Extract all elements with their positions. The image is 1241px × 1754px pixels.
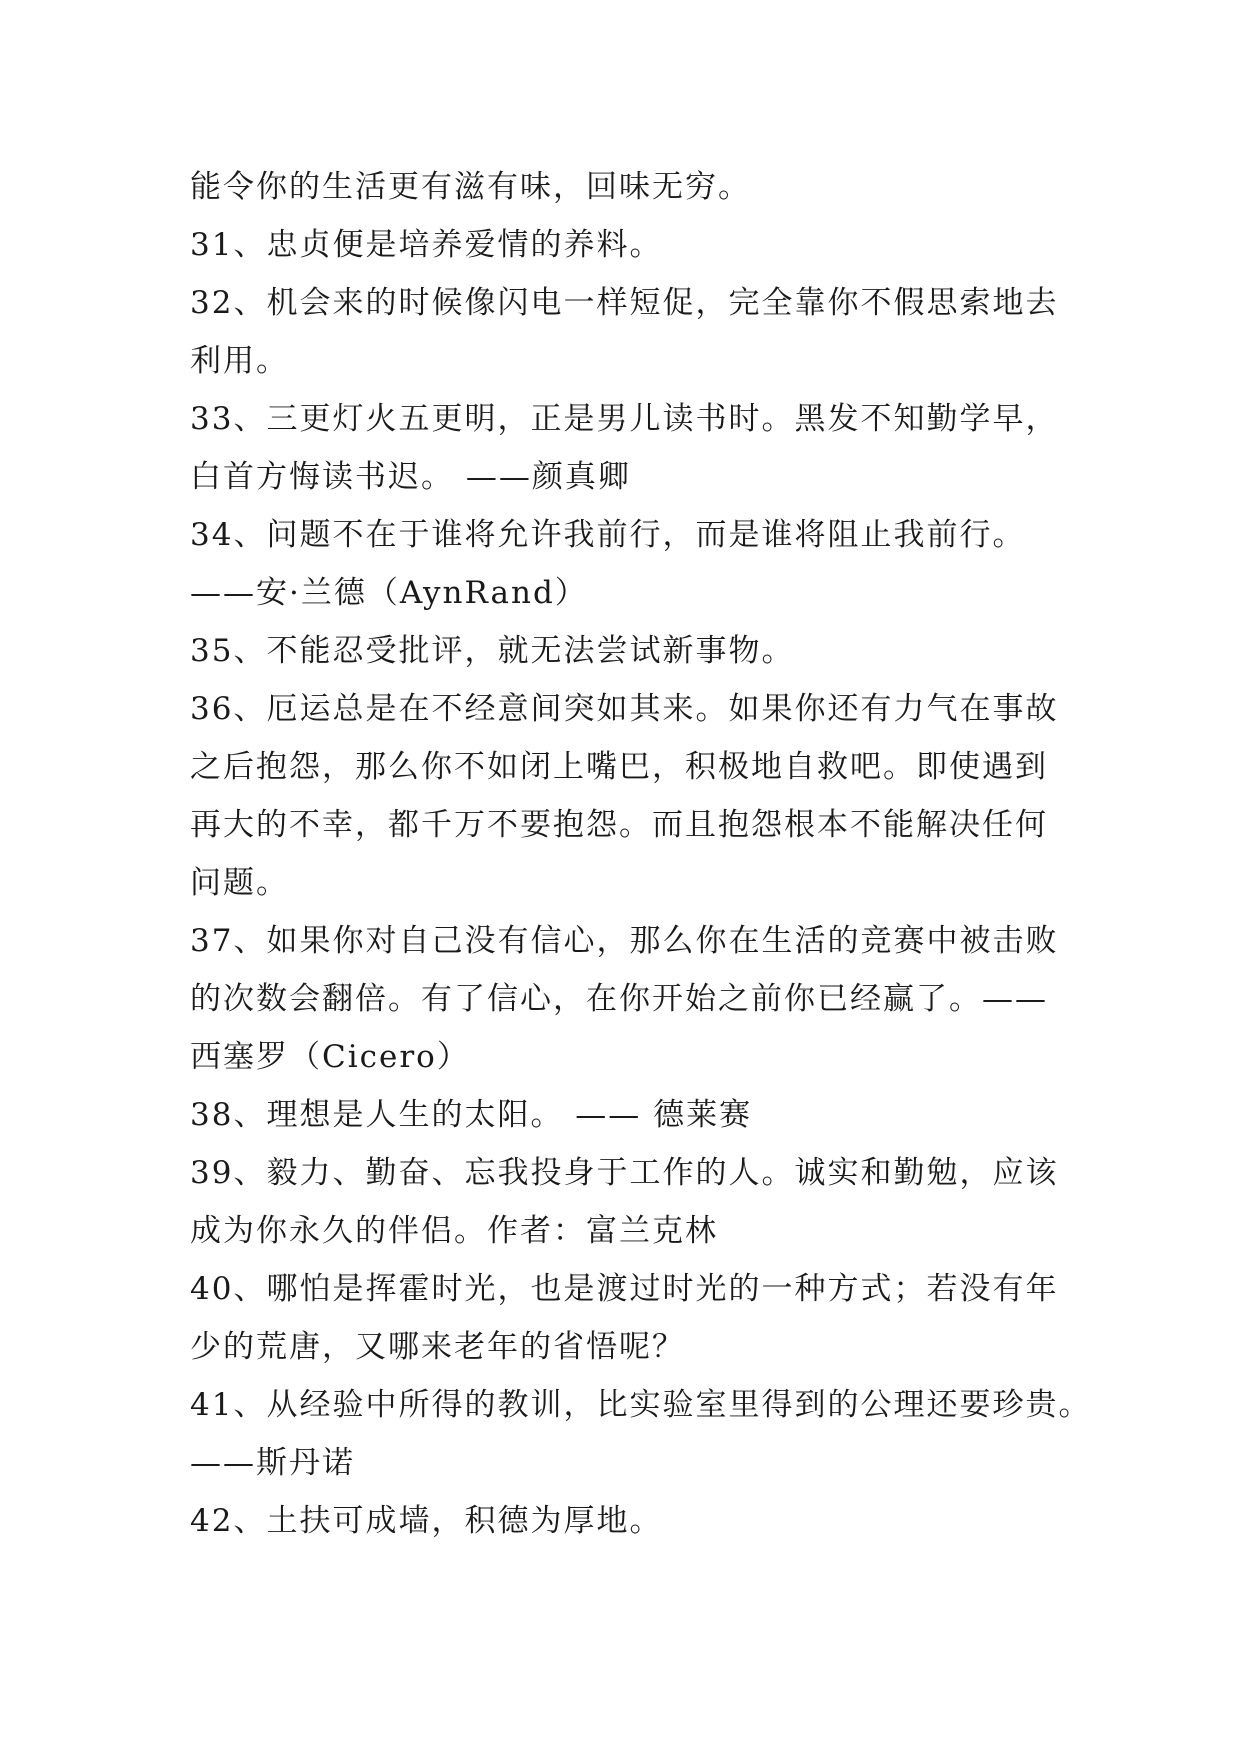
text-line: 36、厄运总是在不经意间突如其来。如果你还有力气在事故 — [190, 691, 1059, 727]
text-line: 能令你的生活更有滋有味，回味无穷。 — [190, 169, 751, 205]
text-line: 问题。 — [190, 865, 289, 901]
text-line: 的次数会翻倍。有了信心，在你开始之前你已经赢了。—— — [190, 981, 1048, 1017]
text-line: 白首方悔读书迟。 ——颜真卿 — [190, 459, 631, 495]
text-line: 33、三更灯火五更明，正是男儿读书时。黑发不知勤学早， — [190, 401, 1059, 437]
text-line: 再大的不幸，都千万不要抱怨。而且抱怨根本不能解决任何 — [190, 807, 1048, 843]
text-line: 39、毅力、勤奋、忘我投身于工作的人。诚实和勤勉，应该 — [190, 1155, 1059, 1191]
text-line: ——斯丹诺 — [190, 1445, 355, 1481]
text-line: 成为你永久的伴侣。作者：富兰克林 — [190, 1213, 718, 1249]
text-line: 少的荒唐，又哪来老年的省悟呢？ — [190, 1329, 685, 1365]
document-body — [190, 158, 1092, 1550]
text-line: 利用。 — [190, 343, 289, 379]
text-line: 31、忠贞便是培养爱情的养料。 — [190, 227, 663, 263]
text-line: 42、土扶可成墙，积德为厚地。 — [190, 1503, 663, 1539]
text-line: 35、不能忍受批评，就无法尝试新事物。 — [190, 633, 795, 669]
text-line: 41、从经验中所得的教训，比实验室里得到的公理还要珍贵。 — [190, 1387, 1092, 1423]
text-line: 西塞罗（Cicero） — [190, 1039, 470, 1075]
text-line: 32、机会来的时候像闪电一样短促，完全靠你不假思索地去 — [190, 285, 1059, 321]
text-line: 之后抱怨，那么你不如闭上嘴巴，积极地自救吧。即使遇到 — [190, 749, 1048, 785]
text-line: 40、哪怕是挥霍时光，也是渡过时光的一种方式；若没有年 — [190, 1271, 1059, 1307]
text-line: 34、问题不在于谁将允许我前行，而是谁将阻止我前行。 — [190, 517, 1026, 553]
text-line: 37、如果你对自己没有信心，那么你在生活的竞赛中被击败 — [190, 923, 1059, 959]
text-line: ——安·兰德（AynRand） — [190, 575, 588, 611]
text-line: 38、理想是人生的太阳。 —— 德莱赛 — [190, 1097, 753, 1133]
